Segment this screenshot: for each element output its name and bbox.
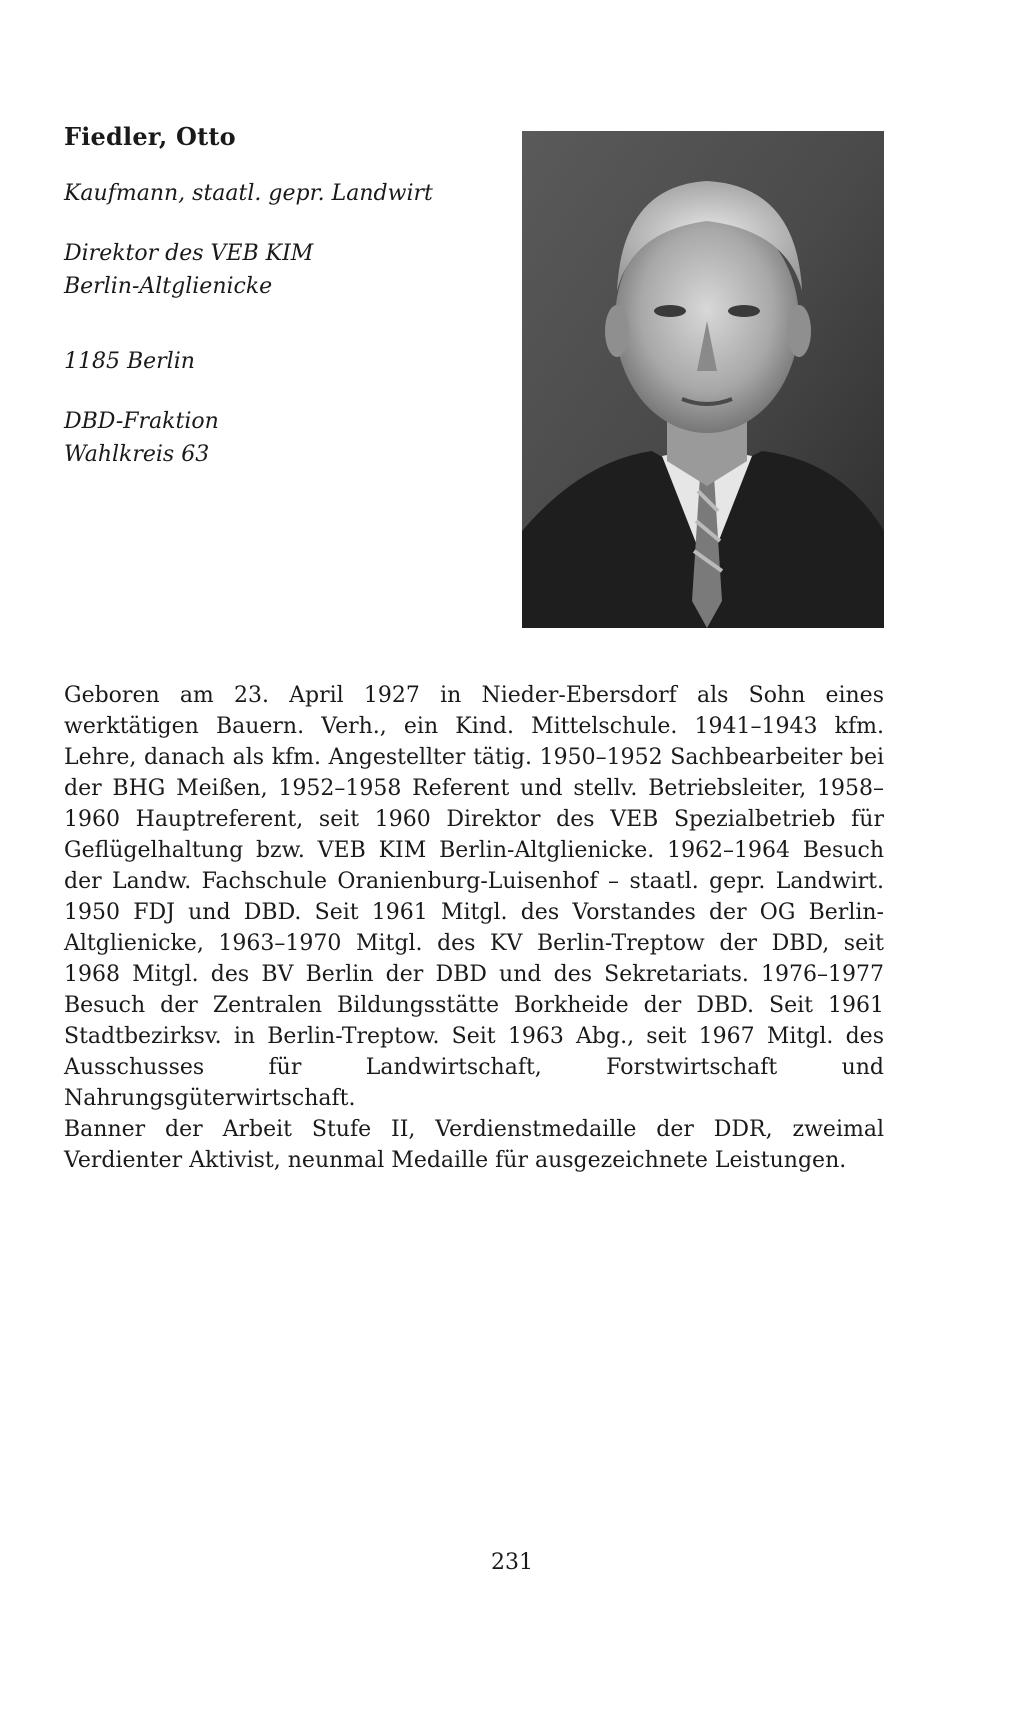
biography-paragraph-1: Geboren am 23. April 1927 in Nieder-Ebersdorf als Sohn eines werktätigen Bauern. Verh., ein Kind. Mittelschule. 1941–1943 kfm. Lehre, danach als kfm. Angestellter tätig. 1950–1952 Sachbearbeiter bei der BHG Meißen, 1952–1958 Referent und stellv. Betriebsleiter, 1958–1960 Hauptreferent, seit 1960 Direktor des VEB Spezialbetrieb für Geflügelhaltung bzw. VEB KIM Berlin-Altglienicke. 1962–1964 Besuch der Landw. Fachschule Oranienburg-Luisenhof – staatl. gepr. Landwirt. 1950 FDJ und DBD. Seit 1961 Mitgl. des Vorstandes der OG Berlin-Altglienicke, 1963–1970 Mitgl. des KV Berlin-Treptow der DBD, seit 1968 Mitgl. des BV Berlin der DBD und des Sekretariats. 1976–1977 Besuch der Zentralen Bildungsstätte Borkheide der DBD. Seit 1961 Stadtbezirksv. in Berlin-Treptow. Seit 1963 Abg., seit 1967 Mitgl. des Ausschusses für Landwirtschaft, Forstwirtschaft und Nahrungsgüterwirtschaft. bbox=[64, 683, 884, 1111]
address: 1185 Berlin bbox=[64, 349, 195, 374]
entry-name: Fiedler, Otto bbox=[64, 122, 236, 151]
position-block bbox=[64, 237, 313, 303]
constituency: Wahlkreis 63 bbox=[64, 442, 210, 467]
position-line-2: Berlin-Altglienicke bbox=[64, 274, 273, 299]
position-line-1: Direktor des VEB KIM bbox=[64, 241, 314, 266]
faction-block bbox=[64, 405, 219, 471]
occupation: Kaufmann, staatl. gepr. Landwirt bbox=[64, 181, 433, 206]
faction: DBD-Fraktion bbox=[64, 409, 219, 434]
biography-paragraph-2: Banner der Arbeit Stufe II, Verdienstmedaille der DDR, zweimal Verdienter Aktivist, neunmal Medaille für ausgezeichnete Leistungen. bbox=[64, 1117, 884, 1173]
biography bbox=[64, 680, 884, 1176]
page-number: 231 bbox=[491, 1550, 533, 1575]
portrait-photo bbox=[522, 131, 884, 628]
